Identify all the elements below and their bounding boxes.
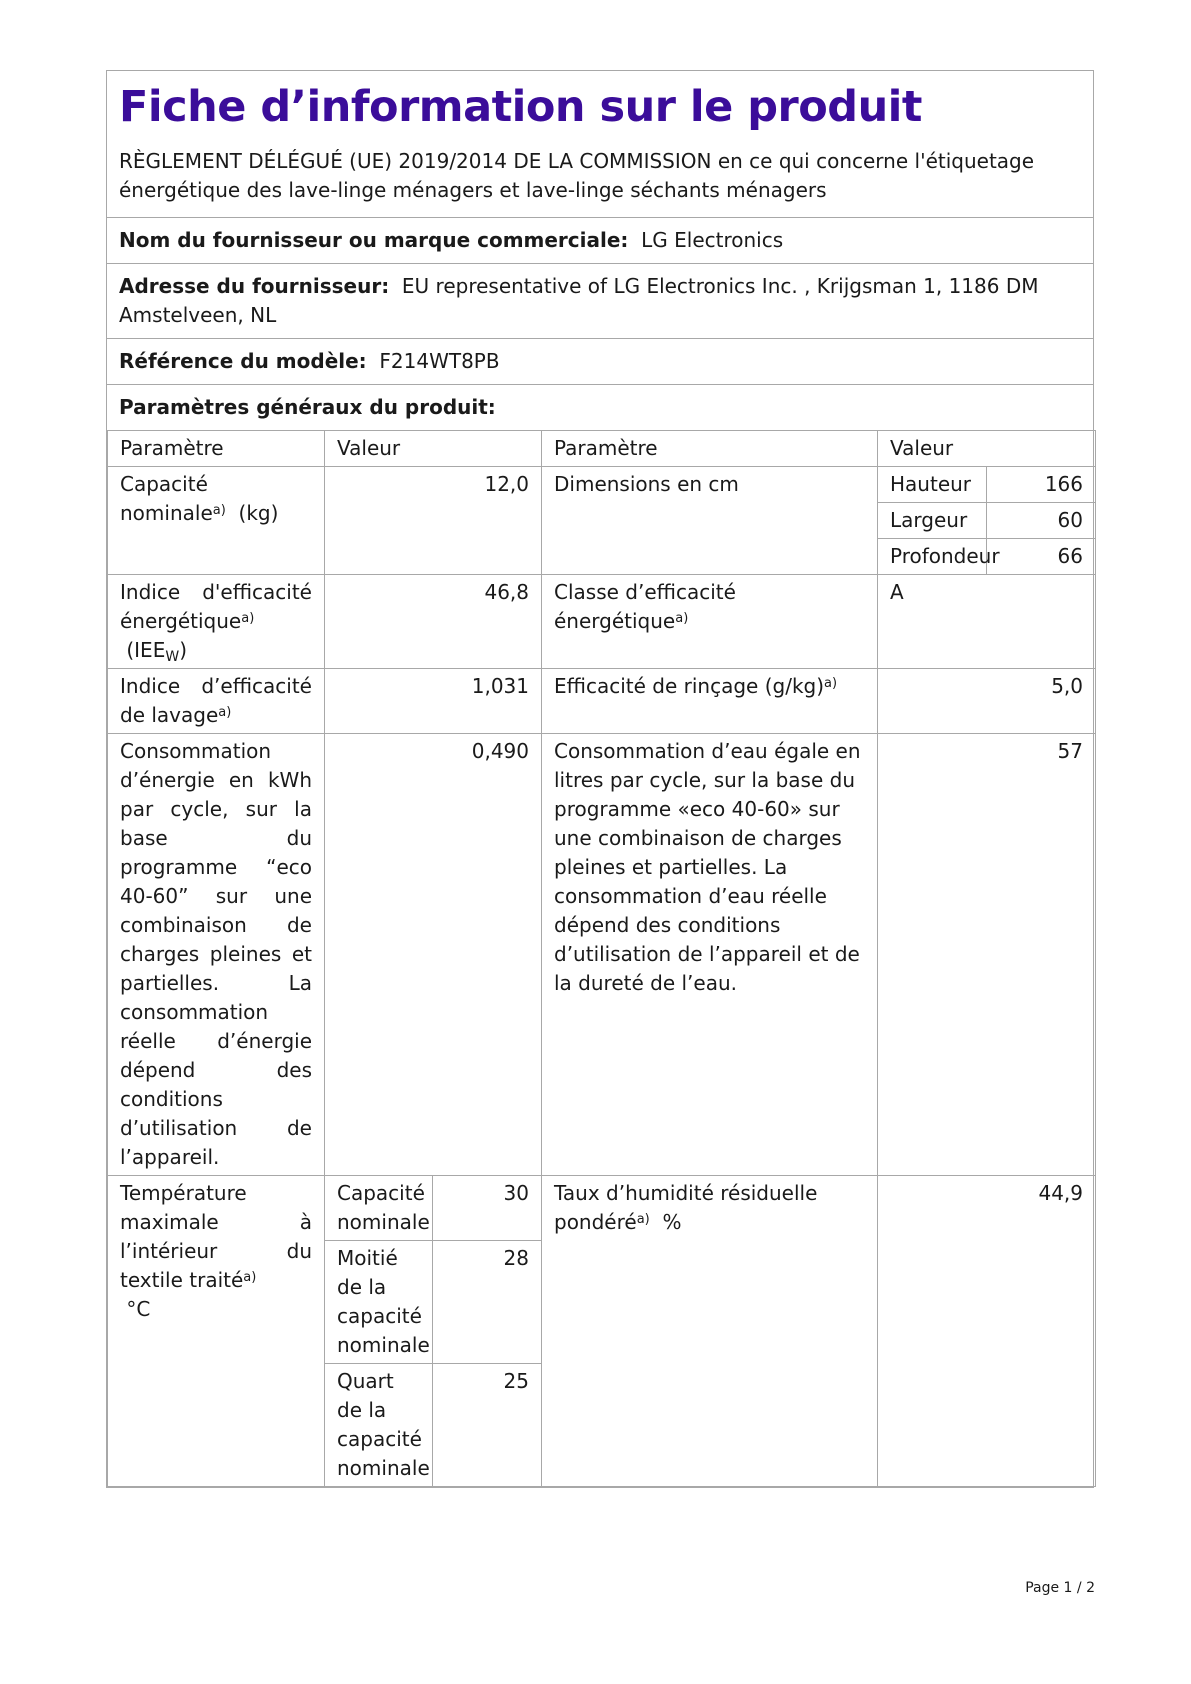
rinse-value: 5,0 <box>878 669 1096 734</box>
temperature-unit: °C <box>126 1297 151 1321</box>
page-title: Fiche d’information sur le produit <box>119 82 922 132</box>
energy-class-label: Classe d’efficacité énergétique <box>554 580 736 633</box>
energy-class-label-cell <box>542 575 878 669</box>
wash-value: 1,031 <box>325 669 542 734</box>
rinse-label: Efficacité de rinçage (g/kg) <box>554 674 825 698</box>
table-header-row <box>108 431 1096 467</box>
energy-consumption-value: 0,490 <box>325 734 542 1176</box>
header-value-2: Valeur <box>878 431 1096 467</box>
footnote-mark: a) <box>824 676 838 691</box>
supplier-address-row <box>107 263 1093 338</box>
temp-half-label: Moitié de la capacité nominale <box>325 1241 433 1364</box>
eei-label: Indice d'efficacité énergétique <box>120 580 312 633</box>
rinse-label-cell <box>542 669 878 734</box>
table-row <box>108 575 1096 669</box>
eei-unit-sub: W <box>165 649 180 665</box>
page-number: Page 1 / 2 <box>1025 1580 1095 1596</box>
header-param-2: Paramètre <box>542 431 878 467</box>
params-heading-row <box>107 384 1093 430</box>
supplier-name-label: Nom du fournisseur ou marque commerciale: <box>119 228 629 252</box>
temp-full-label: Capacité nominale <box>325 1176 433 1241</box>
capacity-value: 12,0 <box>325 467 542 575</box>
water-consumption-label: Consommation d’eau égale en litres par cycle, sur la base du programme «eco 40-60» sur une combinaison de charges pleines et partielles. La consommation d’eau réelle dépend des conditions d’utilisation de l’appareil et de la dureté de l’eau. <box>542 734 878 1176</box>
footnote-mark: a) <box>243 1270 257 1285</box>
energy-consumption-label: Consommation d’énergie en kWh par cycle, sur la base du programme “eco 40-60” sur une combinaison de charges pleines et partielles. La consommation réelle d’énergie dépend des conditions d’utilisation de l’appareil. <box>108 734 325 1176</box>
supplier-address-value: EU representative of LG Electronics Inc. , Krijgsman 1, 1186 DM Amstelveen, NL <box>119 274 1039 327</box>
eei-unit-post: ) <box>179 638 187 662</box>
supplier-address-label: Adresse du fournisseur: <box>119 274 390 298</box>
wash-label: Indice d’efficacité de lavage <box>120 674 312 727</box>
depth-value: 66 <box>987 539 1096 575</box>
capacity-label-cell <box>108 467 325 575</box>
temp-full-value: 30 <box>433 1176 542 1241</box>
footnote-mark: a) <box>212 503 226 518</box>
table-row <box>108 734 1096 1176</box>
temp-quarter-label: Quart de la capacité nominale <box>325 1364 433 1487</box>
footnote-mark: a) <box>636 1212 650 1227</box>
width-value: 60 <box>987 503 1096 539</box>
dimensions-label: Dimensions en cm <box>542 467 878 575</box>
width-label: Largeur <box>878 503 987 539</box>
capacity-label: Capacité nominale <box>120 472 213 525</box>
height-value: 166 <box>987 467 1096 503</box>
supplier-name-value: LG Electronics <box>641 228 784 252</box>
header-param-1: Paramètre <box>108 431 325 467</box>
sheet-header <box>107 71 1093 217</box>
humidity-value: 44,9 <box>878 1176 1096 1487</box>
footnote-mark: a) <box>675 611 689 626</box>
temp-quarter-value: 25 <box>433 1364 542 1487</box>
footnote-mark: a) <box>241 611 255 626</box>
temperature-label: Température maximale à l’intérieur du textile traité <box>120 1181 312 1292</box>
wash-label-cell <box>108 669 325 734</box>
capacity-unit: (kg) <box>238 501 279 525</box>
eei-value: 46,8 <box>325 575 542 669</box>
temperature-label-cell <box>108 1176 325 1487</box>
parameters-table <box>107 430 1096 1487</box>
humidity-label: Taux d’humidité résiduelle pondéré <box>554 1181 818 1234</box>
eei-label-cell <box>108 575 325 669</box>
model-label: Référence du modèle: <box>119 349 367 373</box>
header-value-1: Valeur <box>325 431 542 467</box>
temp-half-value: 28 <box>433 1241 542 1364</box>
model-value: F214WT8PB <box>379 349 500 373</box>
params-heading: Paramètres généraux du produit: <box>119 395 496 419</box>
height-label: Hauteur <box>878 467 987 503</box>
table-row <box>108 467 1096 503</box>
product-sheet <box>106 70 1094 1488</box>
depth-label: Profondeur <box>878 539 987 575</box>
regulation-text: RÈGLEMENT DÉLÉGUÉ (UE) 2019/2014 DE LA COMMISSION en ce qui concerne l'étiquetage énergétique des lave-linge ménagers et lave-linge séchants ménagers <box>119 149 1035 202</box>
table-row <box>108 669 1096 734</box>
water-consumption-value: 57 <box>878 734 1096 1176</box>
table-row <box>108 1176 1096 1241</box>
energy-class-value: A <box>878 575 1096 669</box>
model-row <box>107 338 1093 384</box>
footnote-mark: a) <box>218 705 232 720</box>
humidity-unit: % <box>662 1210 682 1234</box>
eei-unit-pre: (IEE <box>126 638 166 662</box>
humidity-label-cell <box>542 1176 878 1487</box>
supplier-name-row <box>107 217 1093 263</box>
